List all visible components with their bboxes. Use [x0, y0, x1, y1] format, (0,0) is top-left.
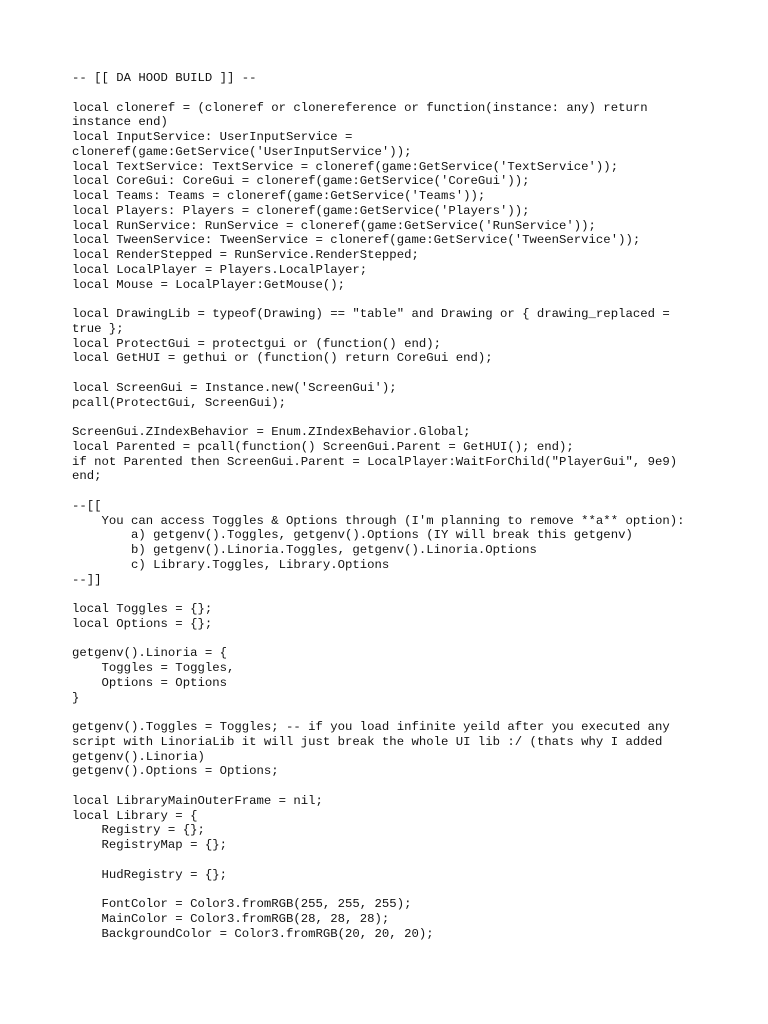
code-line: --[[: [72, 498, 102, 513]
code-line: local InputService: UserInputService =: [72, 130, 353, 144]
code-line: end;: [72, 469, 102, 484]
code-line: RegistryMap = {};: [72, 838, 227, 852]
code-line: script with LinoriaLib it will just break the whole UI lib :/ (thats why I added: [72, 734, 663, 749]
code-line: local Players: Players = cloneref(game:GetService('Players'));: [72, 203, 530, 218]
code-line: Toggles = Toggles,: [72, 661, 235, 675]
code-line: You can access Toggles & Options through (I'm planning to remove **a** option):: [72, 513, 685, 528]
code-line: -- [[ DA HOOD BUILD ]] --: [72, 71, 257, 85]
code-line: [72, 484, 762, 499]
code-line: local LibraryMainOuterFrame = nil;: [72, 793, 323, 808]
code-line: b) getgenv().Linoria.Toggles, getgenv().Linoria.Options: [72, 543, 537, 557]
code-line: local CoreGui: CoreGui = cloneref(game:GetService('CoreGui'));: [72, 174, 530, 189]
code-line: [72, 410, 762, 425]
code-line: cloneref(game:GetService('UserInputService'));: [72, 144, 412, 159]
code-line: local Toggles = {};: [72, 602, 213, 616]
code-line: true };: [72, 321, 124, 336]
code-line: [72, 705, 762, 720]
code-line: local ScreenGui = Instance.new('ScreenGui');: [72, 380, 397, 395]
code-line: local Mouse = LocalPlayer:GetMouse();: [72, 277, 346, 292]
code-line: getgenv().Linoria): [72, 749, 205, 764]
code-line: [72, 853, 762, 868]
code-line: local Teams: Teams = cloneref(game:GetService('Teams'));: [72, 189, 486, 203]
code-line: local TweenService: TweenService = cloneref(game:GetService('TweenService'));: [72, 233, 641, 248]
code-line: local GetHUI = gethui or (function() return CoreGui end);: [72, 351, 493, 366]
code-line: [72, 632, 762, 647]
code-line: [72, 882, 762, 897]
code-line: [72, 86, 762, 101]
code-line: [72, 779, 762, 794]
code-line: [72, 292, 762, 307]
code-line: if not Parented then ScreenGui.Parent = LocalPlayer:WaitForChild("PlayerGui", 9e9): [72, 454, 678, 469]
code-line: local cloneref = (cloneref or clonereference or function(instance: any) return: [72, 100, 648, 115]
code-line: local TextService: TextService = cloneref(game:GetService('TextService'));: [72, 159, 619, 174]
code-line: a) getgenv().Toggles, getgenv().Options (IY will break this getgenv): [72, 528, 633, 543]
code-line: [72, 587, 762, 602]
code-line: local Options = {};: [72, 616, 213, 631]
code-line: local RenderStepped = RunService.RenderStepped;: [72, 248, 419, 262]
code-line: Registry = {};: [72, 823, 205, 838]
code-line: local DrawingLib = typeof(Drawing) == "table" and Drawing or { drawing_replaced =: [72, 307, 670, 321]
code-line: local Library = {: [72, 808, 198, 823]
code-line: }: [72, 690, 80, 705]
code-line: [72, 366, 762, 381]
code-line: local Parented = pcall(function() ScreenGui.Parent = GetHUI(); end);: [72, 439, 574, 454]
code-line: local LocalPlayer = Players.LocalPlayer;: [72, 262, 368, 277]
code-line: getgenv().Toggles = Toggles; -- if you load infinite yeild after you executed any: [72, 720, 670, 734]
code-line: ScreenGui.ZIndexBehavior = Enum.ZIndexBehavior.Global;: [72, 425, 471, 439]
code-line: FontColor = Color3.fromRGB(255, 255, 255);: [72, 897, 412, 911]
code-line: getgenv().Linoria = {: [72, 646, 227, 661]
code-line: getgenv().Options = Options;: [72, 764, 279, 779]
code-line: --]]: [72, 572, 102, 587]
code-line: local RunService: RunService = cloneref(game:GetService('RunService'));: [72, 218, 596, 233]
code-listing: [72, 71, 762, 941]
code-line: BackgroundColor = Color3.fromRGB(20, 20, 20);: [72, 926, 434, 941]
code-line: MainColor = Color3.fromRGB(28, 28, 28);: [72, 911, 390, 926]
code-line: instance end): [72, 115, 168, 130]
code-line: HudRegistry = {};: [72, 867, 227, 882]
code-line: local ProtectGui = protectgui or (function() end);: [72, 336, 441, 351]
code-line: c) Library.Toggles, Library.Options: [72, 557, 390, 572]
code-line: Options = Options: [72, 675, 227, 690]
code-line: pcall(ProtectGui, ScreenGui);: [72, 395, 287, 410]
